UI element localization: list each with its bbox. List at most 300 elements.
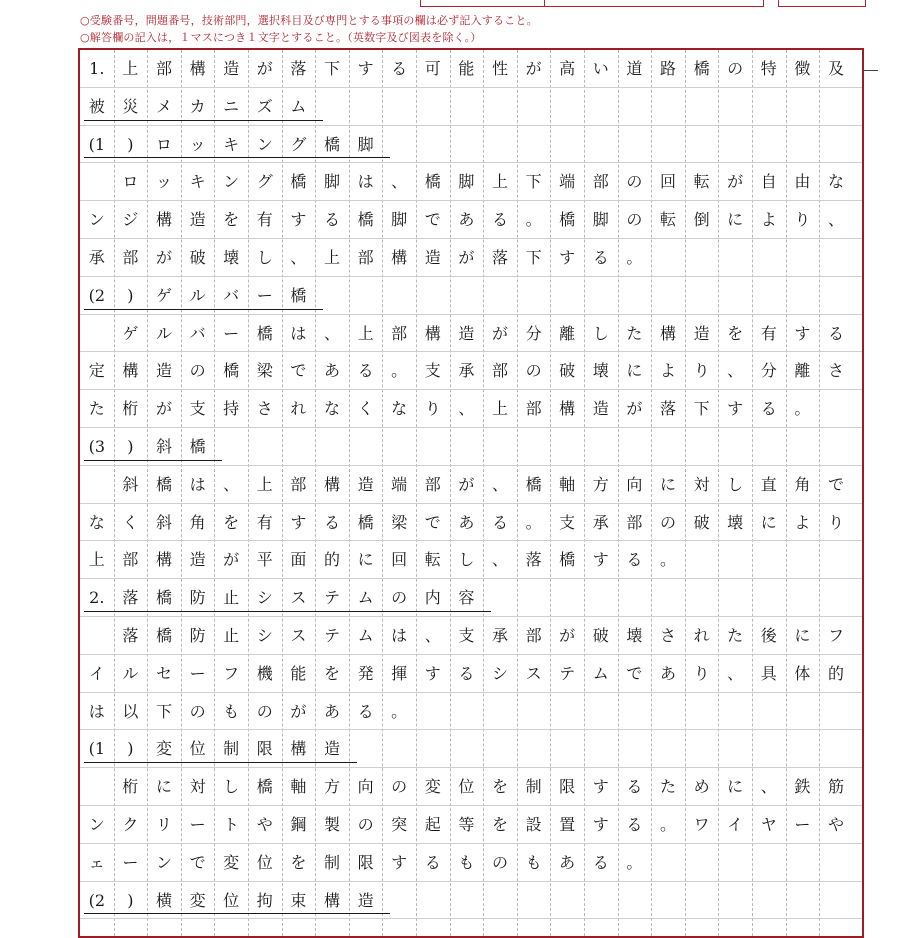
grid-cell: 桁 xyxy=(122,399,139,419)
grid-cell: め xyxy=(693,777,710,797)
heading-underline xyxy=(84,762,357,763)
grid-cell: を xyxy=(491,815,508,834)
grid-cell: は xyxy=(391,626,408,645)
grid-cell: 上 xyxy=(491,172,508,192)
grid-cell: で xyxy=(626,663,643,683)
grid-cell: 軸 xyxy=(559,474,576,494)
grid-cell: が xyxy=(290,701,307,721)
grid-cell: が xyxy=(458,474,475,494)
grid-cell: よ xyxy=(794,512,811,532)
grid-cell: ン xyxy=(88,815,105,834)
grid-cell: ー xyxy=(122,852,139,872)
grid-cell: ッ xyxy=(189,134,206,154)
grid-cell: イ xyxy=(727,815,744,834)
grid-cell: 部 xyxy=(122,550,139,570)
grid-cell: 、 xyxy=(727,361,744,381)
grid-cell: 橋 xyxy=(256,777,273,797)
grid-cell: 承 xyxy=(88,248,105,267)
grid-cell: 体 xyxy=(794,663,811,683)
grid-cell: 落 xyxy=(122,626,139,645)
grid-cell: す xyxy=(290,512,307,532)
grid-cell: が xyxy=(727,172,744,192)
grid-cell: す xyxy=(592,550,609,570)
grid-cell: 1. xyxy=(89,59,105,78)
grid-cell: 支 xyxy=(559,512,576,532)
grid-cell: (2 xyxy=(88,285,105,305)
grid-cell: 壊 xyxy=(727,512,744,532)
grid-cell: 上 xyxy=(357,323,374,343)
grid-cell: 方 xyxy=(592,474,609,494)
heading-underline xyxy=(84,309,323,310)
answer-line xyxy=(80,806,862,844)
grid-cell: 回 xyxy=(659,172,676,192)
grid-cell: キ xyxy=(223,134,240,154)
grid-cell: 向 xyxy=(357,777,374,797)
grid-cell: も xyxy=(223,701,240,721)
grid-cell: 突 xyxy=(391,815,408,834)
grid-cell: 構 xyxy=(189,59,206,78)
grid-cell: バ xyxy=(223,285,240,305)
grid-cell: 防 xyxy=(189,588,206,608)
grid-cell: 機 xyxy=(256,663,273,683)
grid-cell: 橋 xyxy=(189,437,206,456)
grid-cell: 有 xyxy=(256,210,273,230)
grid-cell: ) xyxy=(127,890,134,910)
grid-cell: 被 xyxy=(88,96,105,116)
grid-cell: ム xyxy=(357,626,374,645)
instruction-note: ○受験番号，問題番号，技術部門，選択科目及び専門とする事項の欄は必ず記入すること。 xyxy=(80,14,538,27)
grid-cell: や xyxy=(827,815,844,834)
grid-cell: (1 xyxy=(88,739,105,759)
grid-cell: 。 xyxy=(626,852,643,872)
grid-cell: 橋 xyxy=(357,210,374,230)
grid-cell: 揮 xyxy=(391,663,408,683)
grid-cell: 位 xyxy=(223,890,240,910)
grid-cell: に xyxy=(727,777,744,797)
grid-cell: 特 xyxy=(760,59,777,78)
grid-cell: が xyxy=(256,59,273,78)
grid-cell: の xyxy=(659,512,676,532)
grid-cell: 災 xyxy=(122,96,139,116)
grid-cell: 構 xyxy=(424,323,441,343)
grid-cell: の xyxy=(491,852,508,872)
grid-cell: 上 xyxy=(122,59,139,78)
grid-cell: ワ xyxy=(693,815,710,834)
grid-cell: で xyxy=(827,474,844,494)
grid-cell: 脚 xyxy=(357,134,374,154)
grid-cell: で xyxy=(424,512,441,532)
grid-cell: 能 xyxy=(290,663,307,683)
grid-cell: グ xyxy=(290,134,307,154)
grid-cell: シ xyxy=(491,663,508,683)
answer-line xyxy=(80,768,862,806)
grid-cell: 造 xyxy=(357,890,374,910)
grid-cell: 支 xyxy=(189,399,206,419)
grid-cell: の xyxy=(189,361,206,381)
grid-cell: バ xyxy=(189,323,206,343)
grid-cell: 以 xyxy=(122,701,139,721)
grid-cell: 橋 xyxy=(357,512,374,532)
grid-cell: ム xyxy=(592,663,609,683)
grid-cell: が xyxy=(223,550,240,570)
grid-cell: す xyxy=(592,815,609,834)
grid-cell: り xyxy=(424,399,441,419)
grid-cell: ニ xyxy=(223,96,240,116)
grid-cell: 破 xyxy=(189,248,206,267)
answer-line xyxy=(80,844,862,882)
grid-cell: 倒 xyxy=(693,210,710,230)
grid-cell: 対 xyxy=(693,474,710,494)
grid-cell: ) xyxy=(127,134,134,154)
grid-cell: ー xyxy=(223,323,240,343)
grid-cell: を xyxy=(223,210,240,230)
grid-cell: 落 xyxy=(122,588,139,608)
heading-underline xyxy=(84,611,491,612)
grid-cell: 有 xyxy=(760,323,777,343)
grid-cell: 方 xyxy=(323,777,340,797)
grid-cell: 脚 xyxy=(592,210,609,230)
grid-cell: 置 xyxy=(559,815,576,834)
answer-line xyxy=(80,882,862,920)
grid-cell: 具 xyxy=(760,663,777,683)
grid-cell: ン xyxy=(155,852,172,872)
grid-cell: 部 xyxy=(290,474,307,494)
grid-cell: 部 xyxy=(525,399,542,419)
grid-cell: フ xyxy=(223,663,240,683)
grid-cell: ル xyxy=(122,663,139,683)
grid-cell: 端 xyxy=(391,474,408,494)
grid-cell: 端 xyxy=(559,172,576,192)
grid-cell: し xyxy=(223,777,240,797)
grid-cell: 分 xyxy=(760,361,777,381)
grid-cell: ロ xyxy=(122,172,139,192)
grid-cell: 構 xyxy=(391,248,408,267)
grid-cell: 下 xyxy=(525,248,542,267)
grid-cell: 向 xyxy=(626,474,643,494)
grid-cell: 脚 xyxy=(323,172,340,192)
grid-cell: る xyxy=(626,815,643,834)
grid-cell: が xyxy=(155,399,172,419)
answer-line xyxy=(80,390,862,428)
grid-cell: ) xyxy=(127,437,134,456)
grid-cell: 鋼 xyxy=(290,815,307,834)
grid-cell: た xyxy=(626,323,643,343)
answer-line xyxy=(80,315,862,353)
grid-cell: に xyxy=(659,474,676,494)
grid-cell: 定 xyxy=(88,361,105,381)
grid-cell: な xyxy=(323,399,340,419)
grid-cell: り xyxy=(794,210,811,230)
grid-cell: す xyxy=(592,777,609,797)
grid-cell: す xyxy=(424,663,441,683)
grid-cell: 角 xyxy=(189,512,206,532)
grid-cell: 、 xyxy=(727,663,744,683)
grid-cell xyxy=(80,167,114,197)
grid-cell: 部 xyxy=(122,248,139,267)
grid-cell: 変 xyxy=(155,739,172,759)
answer-line xyxy=(80,579,862,617)
grid-cell: 。 xyxy=(659,815,676,834)
grid-cell: 対 xyxy=(189,777,206,797)
grid-cell: す xyxy=(794,323,811,343)
grid-cell: で xyxy=(290,361,307,381)
grid-cell: ー xyxy=(189,663,206,683)
grid-cell: 部 xyxy=(525,626,542,645)
grid-cell: 橋 xyxy=(693,59,710,78)
grid-cell: し xyxy=(727,474,744,494)
grid-cell: 防 xyxy=(189,626,206,645)
answer-line xyxy=(80,126,862,164)
grid-cell: は xyxy=(357,172,374,192)
grid-cell: の xyxy=(727,59,744,78)
grid-cell: 脚 xyxy=(458,172,475,192)
grid-cell: る xyxy=(827,323,844,343)
grid-cell: に xyxy=(626,361,643,381)
grid-cell: ス xyxy=(290,588,307,608)
grid-cell: 造 xyxy=(323,739,340,759)
grid-cell: 、 xyxy=(491,550,508,570)
grid-cell: も xyxy=(525,852,542,872)
grid-cell: 等 xyxy=(458,815,475,834)
grid-cell: 橋 xyxy=(155,588,172,608)
grid-cell: 徴 xyxy=(794,59,811,78)
grid-cell: る xyxy=(323,512,340,532)
grid-cell: す xyxy=(290,210,307,230)
grid-cell: ム xyxy=(357,588,374,608)
grid-cell: あ xyxy=(323,701,340,721)
grid-cell: 壊 xyxy=(592,361,609,381)
grid-cell: な xyxy=(827,172,844,192)
grid-cell: 橋 xyxy=(223,361,240,381)
grid-cell: 制 xyxy=(223,739,240,759)
grid-cell: ジ xyxy=(122,210,139,230)
grid-cell: 斜 xyxy=(155,437,172,456)
grid-cell: の xyxy=(256,701,273,721)
grid-cell: テ xyxy=(323,626,340,645)
grid-cell: 落 xyxy=(659,399,676,419)
grid-cell: 構 xyxy=(323,890,340,910)
grid-cell: 造 xyxy=(189,550,206,570)
grid-cell: の xyxy=(525,361,542,381)
grid-cell: 上 xyxy=(323,248,340,267)
grid-cell: も xyxy=(458,852,475,872)
grid-cell: 限 xyxy=(559,777,576,797)
grid-cell: 制 xyxy=(323,852,340,872)
grid-cell: る xyxy=(391,59,408,78)
grid-cell: ク xyxy=(122,815,139,834)
header-field-box xyxy=(420,0,546,7)
grid-cell: る xyxy=(760,399,777,419)
answer-line xyxy=(80,163,862,201)
grid-cell: 、 xyxy=(491,474,508,494)
grid-cell: ー xyxy=(189,815,206,834)
grid-cell: の xyxy=(626,210,643,230)
grid-cell: イ xyxy=(88,663,105,683)
grid-cell: 、 xyxy=(323,323,340,343)
grid-cell: る xyxy=(491,210,508,230)
grid-cell: を xyxy=(223,512,240,532)
grid-cell: テ xyxy=(559,663,576,683)
grid-cell: 斜 xyxy=(155,512,172,532)
grid-cell: 上 xyxy=(88,550,105,570)
grid-cell xyxy=(80,319,114,349)
grid-cell: 破 xyxy=(592,626,609,645)
grid-cell: の xyxy=(357,815,374,834)
grid-cell: 設 xyxy=(525,815,542,834)
grid-cell: 位 xyxy=(256,852,273,872)
grid-cell: 。 xyxy=(794,399,811,419)
grid-cell: 破 xyxy=(559,361,576,381)
grid-cell: に xyxy=(794,626,811,645)
grid-cell: 位 xyxy=(458,777,475,797)
grid-cell xyxy=(80,772,114,802)
grid-cell: し xyxy=(592,323,609,343)
answer-line xyxy=(80,277,862,315)
grid-cell: る xyxy=(323,210,340,230)
answer-line xyxy=(80,466,862,504)
grid-cell: る xyxy=(491,512,508,532)
grid-cell: 造 xyxy=(357,474,374,494)
grid-cell: で xyxy=(424,210,441,230)
grid-cell: 位 xyxy=(189,739,206,759)
grid-cell: 部 xyxy=(592,172,609,192)
grid-cell: 性 xyxy=(491,59,508,78)
heading-underline xyxy=(84,157,390,158)
answer-line xyxy=(80,352,862,390)
grid-cell: 変 xyxy=(223,852,240,872)
grid-cell: 部 xyxy=(626,512,643,532)
grid-cell: 止 xyxy=(223,588,240,608)
grid-cell: は xyxy=(189,474,206,494)
grid-cell: 構 xyxy=(155,210,172,230)
grid-cell: さ xyxy=(256,399,273,419)
grid-cell: な xyxy=(391,399,408,419)
grid-cell: 筋 xyxy=(827,777,844,797)
grid-cell: 支 xyxy=(424,361,441,381)
grid-cell: で xyxy=(189,852,206,872)
grid-cell: ル xyxy=(155,323,172,343)
grid-cell: が xyxy=(525,59,542,78)
grid-cell: 下 xyxy=(155,701,172,721)
grid-cell: る xyxy=(357,701,374,721)
instruction-note: ○解答欄の記入は，１マスにつき１文字とすること。（英数字及び図表を除く。） xyxy=(80,31,482,44)
grid-cell: 上 xyxy=(491,399,508,419)
grid-cell: 面 xyxy=(290,550,307,570)
grid-cell: あ xyxy=(659,663,676,683)
grid-cell: し xyxy=(458,550,475,570)
grid-cell: が xyxy=(458,248,475,267)
grid-cell: 。 xyxy=(391,361,408,381)
grid-cell: 橋 xyxy=(155,474,172,494)
grid-cell: 容 xyxy=(458,588,475,608)
grid-cell: ッ xyxy=(155,172,172,192)
grid-cell: ゲ xyxy=(155,285,172,305)
grid-cell: 横 xyxy=(155,890,172,910)
grid-cell: 。 xyxy=(391,701,408,721)
grid-cell: 。 xyxy=(525,210,542,230)
grid-cell: ー xyxy=(794,815,811,834)
grid-cell: は xyxy=(88,701,105,721)
grid-cell: グ xyxy=(256,172,273,192)
grid-cell: 桁 xyxy=(122,777,139,797)
grid-cell: に xyxy=(357,550,374,570)
grid-cell: 、 xyxy=(458,399,475,419)
grid-cell: ス xyxy=(525,663,542,683)
grid-cell: (1 xyxy=(88,134,105,154)
grid-cell: ェ xyxy=(88,852,105,872)
grid-cell: 鉄 xyxy=(794,777,811,797)
grid-cell: 由 xyxy=(794,172,811,192)
grid-cell: の xyxy=(391,777,408,797)
grid-cell: 承 xyxy=(491,626,508,645)
grid-cell: 破 xyxy=(693,512,710,532)
grid-cell: カ xyxy=(189,96,206,116)
heading-underline xyxy=(84,460,222,461)
grid-cell: 分 xyxy=(525,323,542,343)
grid-cell: 後 xyxy=(760,626,777,645)
grid-cell: あ xyxy=(559,852,576,872)
grid-cell: 軸 xyxy=(290,777,307,797)
grid-cell: ヤ xyxy=(760,815,777,834)
grid-cell: 角 xyxy=(794,474,811,494)
grid-cell: 壊 xyxy=(626,626,643,645)
grid-cell: る xyxy=(592,852,609,872)
grid-cell: の xyxy=(189,701,206,721)
grid-cell: 、 xyxy=(760,777,777,797)
first-line-overhang xyxy=(862,70,878,71)
grid-cell: 部 xyxy=(491,361,508,381)
header-field-box xyxy=(544,0,764,7)
answer-line xyxy=(80,201,862,239)
grid-cell: さ xyxy=(827,361,844,381)
grid-cell: を xyxy=(491,777,508,797)
grid-cell: よ xyxy=(659,361,676,381)
grid-cell: リ xyxy=(155,815,172,834)
grid-cell: 転 xyxy=(693,172,710,192)
grid-cell: 構 xyxy=(559,399,576,419)
grid-cell: に xyxy=(727,210,744,230)
grid-cell: 束 xyxy=(290,890,307,910)
grid-cell: る xyxy=(592,248,609,267)
grid-cell: 拘 xyxy=(256,890,273,910)
grid-cell: ロ xyxy=(155,134,172,154)
grid-cell: を xyxy=(323,663,340,683)
grid-cell: 造 xyxy=(189,210,206,230)
grid-cell: 構 xyxy=(290,739,307,759)
grid-cell: り xyxy=(693,361,710,381)
grid-cell: 持 xyxy=(223,399,240,419)
grid-cell: 2. xyxy=(89,588,105,608)
grid-cell: 高 xyxy=(559,59,576,78)
grid-cell: 限 xyxy=(256,739,273,759)
grid-cell: 、 xyxy=(424,626,441,645)
answer-line xyxy=(80,504,862,542)
grid-cell: 橋 xyxy=(155,626,172,645)
grid-cell: 造 xyxy=(155,361,172,381)
grid-cell: 部 xyxy=(357,248,374,267)
grid-cell: 転 xyxy=(424,550,441,570)
grid-cell: が xyxy=(559,626,576,645)
grid-cell: し xyxy=(256,248,273,267)
grid-cell: れ xyxy=(693,626,710,645)
grid-cell: 橋 xyxy=(525,474,542,494)
grid-cell: テ xyxy=(323,588,340,608)
grid-cell: ム xyxy=(290,96,307,116)
answer-line xyxy=(80,693,862,731)
grid-cell: た xyxy=(88,399,105,419)
grid-cell: (3 xyxy=(88,437,105,456)
grid-cell: 直 xyxy=(760,474,777,494)
